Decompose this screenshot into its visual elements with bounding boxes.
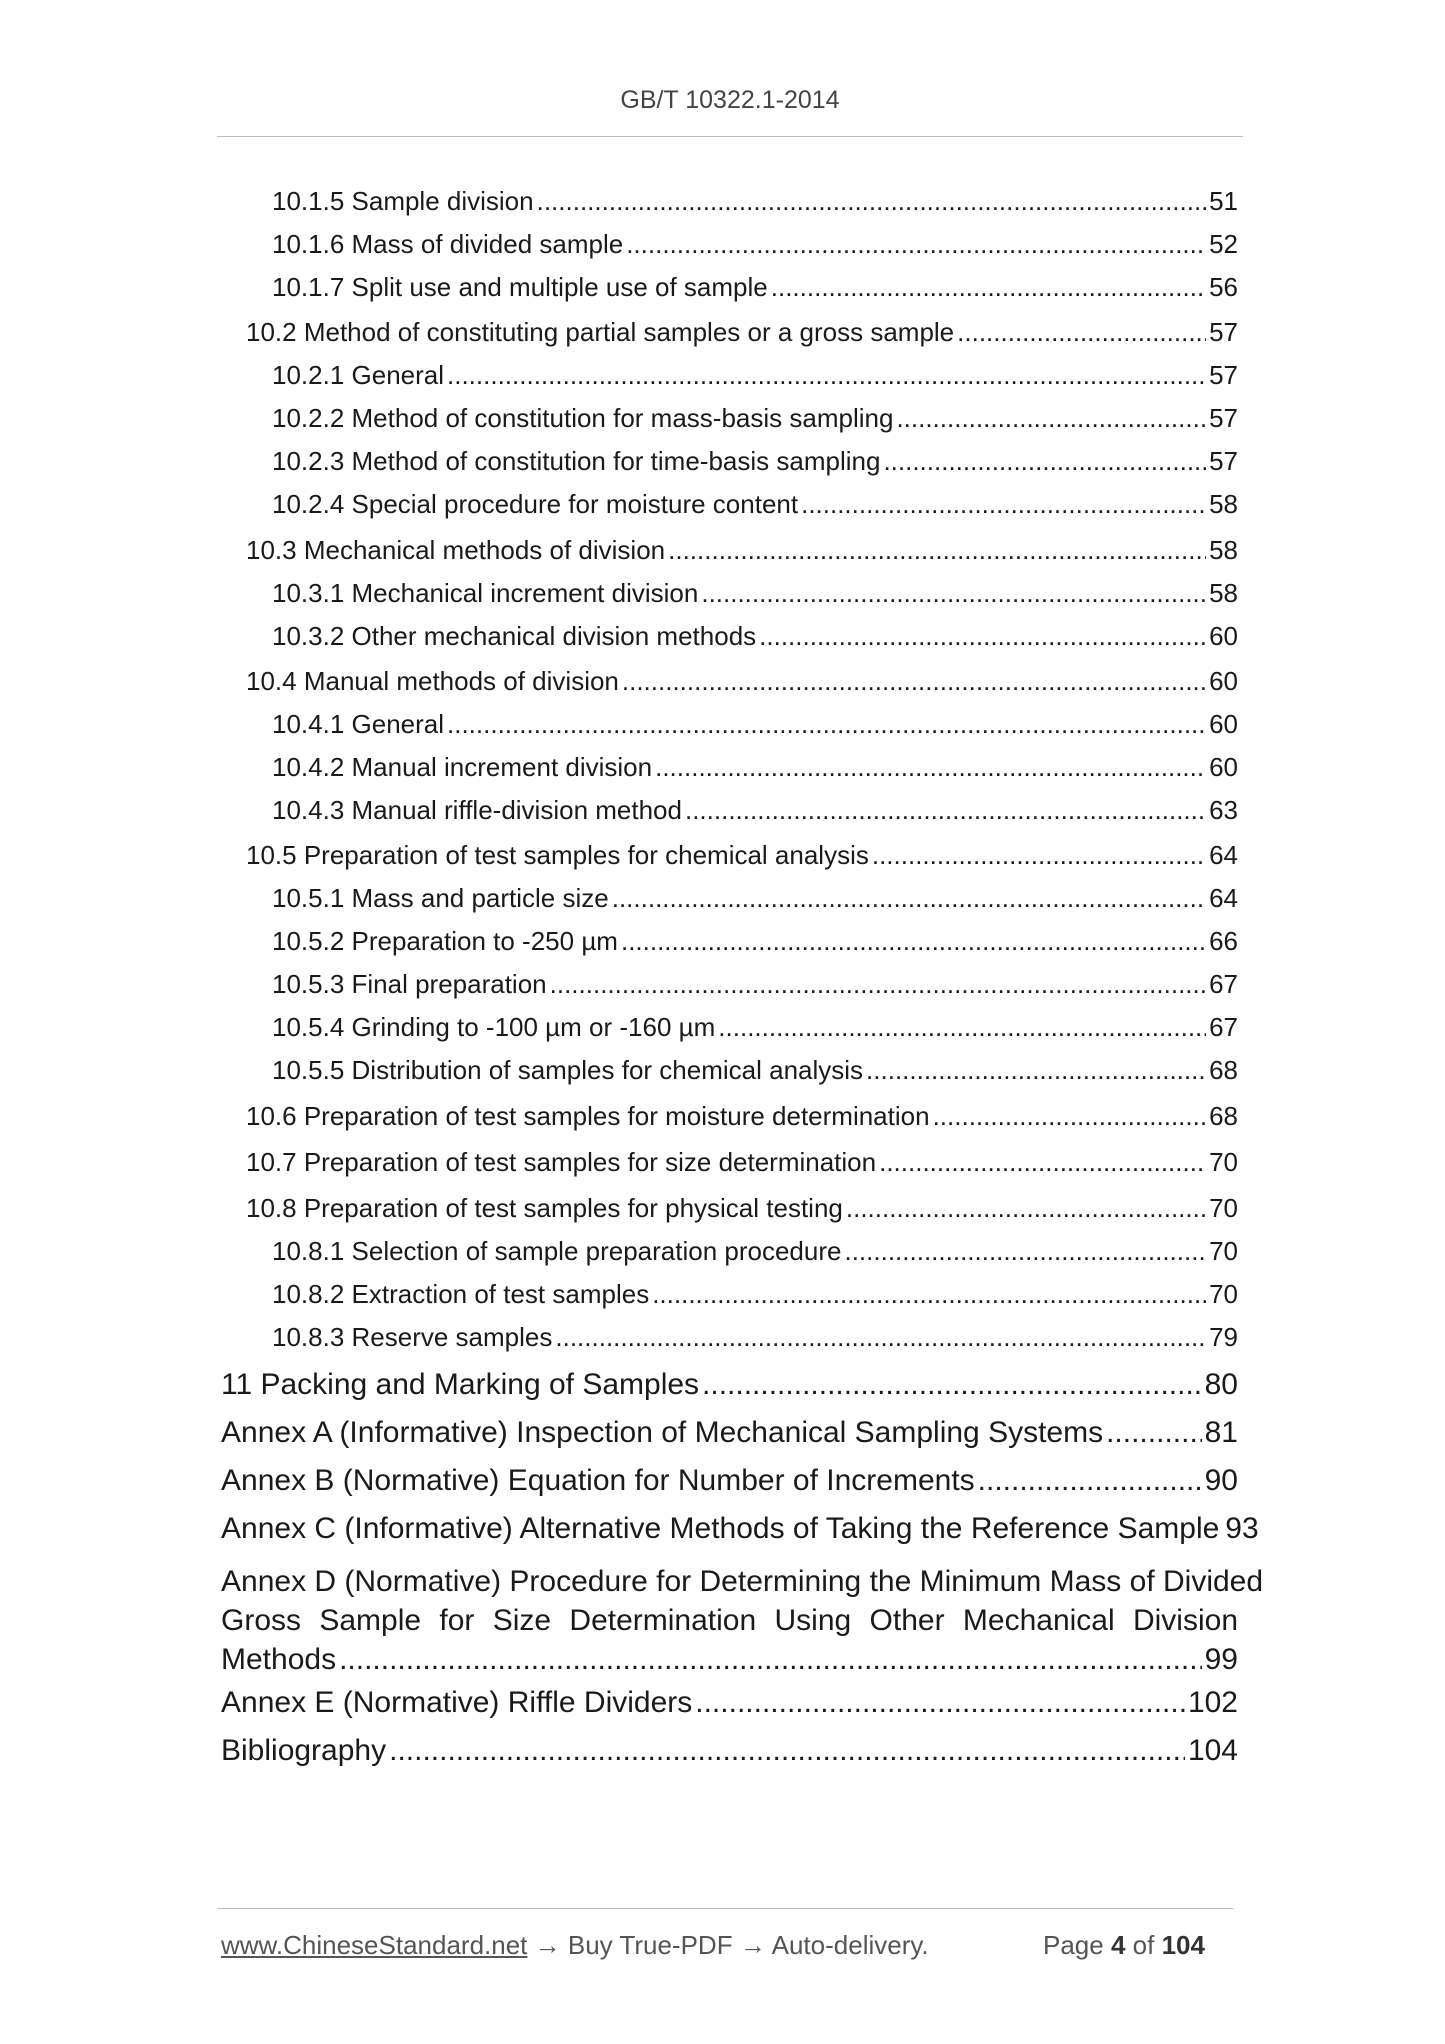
toc-page-number: 68	[1209, 1101, 1238, 1131]
header-divider	[217, 136, 1243, 137]
toc-page-number: 81	[1204, 1416, 1238, 1449]
toc-leader-dots	[652, 1279, 1206, 1310]
toc-annex-entry-multiline[interactable]	[221, 1562, 1264, 1679]
toc-page-number: 67	[1209, 1012, 1238, 1042]
toc-entry-title: 10.5 Preparation of test samples for chemical analysis	[246, 840, 869, 870]
toc-entry-title: 10.5.4 Grinding to -100 µm or -160 µm	[272, 1012, 716, 1042]
toc-entry-title: 10.2 Method of constituting partial samples or a gross sample	[246, 317, 955, 347]
toc-leader-dots	[933, 1101, 1207, 1132]
toc-leader-dots	[668, 535, 1206, 566]
toc-page-number: 52	[1209, 229, 1238, 259]
toc-entry-title: 10.3.2 Other mechanical division methods	[272, 621, 757, 651]
toc-entry[interactable]	[272, 752, 1238, 783]
toc-page-number: 58	[1209, 578, 1238, 608]
toc-leader-dots	[695, 1686, 1185, 1720]
toc-leader-dots	[622, 666, 1206, 697]
toc-page-number: 67	[1209, 969, 1238, 999]
toc-entry-title: 10.4 Manual methods of division	[246, 666, 619, 696]
toc-entry-title: 10.3 Mechanical methods of division	[246, 535, 666, 565]
toc-entry[interactable]	[272, 1279, 1238, 1310]
toc-entry-title: 10.5.1 Mass and particle size	[272, 883, 609, 913]
toc-leader-dots	[846, 1193, 1206, 1224]
toc-leader-dots	[879, 1147, 1206, 1178]
toc-entry-title: Annex E (Normative) Riffle Dividers	[221, 1686, 693, 1719]
toc-leader-dots	[447, 709, 1206, 740]
toc-page-number: 70	[1209, 1236, 1238, 1266]
toc-entry-title: 10.7 Preparation of test samples for size determination	[246, 1147, 877, 1177]
toc-entry[interactable]	[272, 578, 1238, 609]
toc-bibliography-entry[interactable]	[221, 1734, 1238, 1768]
toc-leader-dots	[685, 795, 1206, 826]
toc-entry[interactable]	[272, 186, 1238, 217]
toc-entry[interactable]	[272, 1322, 1238, 1353]
toc-entry-title: 11 Packing and Marking of Samples	[221, 1368, 700, 1401]
toc-entry[interactable]	[272, 926, 1238, 957]
toc-entry-title: 10.6 Preparation of test samples for moisture determination	[246, 1101, 930, 1131]
toc-entry[interactable]	[246, 535, 1238, 566]
toc-entry-title: 10.8 Preparation of test samples for physical testing	[246, 1193, 843, 1223]
toc-entry-title-line-2: Gross Sample for Size Determination Using Other Mechanical Division	[221, 1604, 1238, 1637]
toc-leader-dots	[550, 969, 1206, 1000]
toc-entry-title: 10.2.4 Special procedure for moisture content	[272, 489, 799, 519]
toc-entry[interactable]	[246, 1101, 1238, 1132]
document-header-title: GB/T 10322.1-2014	[620, 86, 840, 114]
toc-entry-last-line	[221, 1640, 1238, 1679]
toc-leader-dots	[701, 578, 1206, 609]
toc-entry[interactable]	[246, 840, 1238, 871]
toc-page-number: 57	[1209, 446, 1238, 476]
toc-entry[interactable]	[272, 621, 1238, 652]
toc-entry-title: 10.5.5 Distribution of samples for chemical analysis	[272, 1055, 864, 1085]
toc-page-number: 63	[1209, 795, 1238, 825]
toc-leader-dots	[872, 840, 1206, 871]
page-label: Page	[1043, 1930, 1104, 1960]
toc-entry-title: 10.4.1 General	[272, 709, 445, 739]
toc-entry-title: 10.1.5 Sample division	[272, 186, 534, 216]
toc-page-number: 70	[1209, 1193, 1238, 1223]
toc-annex-entry[interactable]	[221, 1512, 1259, 1546]
toc-page-number: 102	[1187, 1686, 1238, 1719]
toc-leader-dots	[866, 1055, 1206, 1086]
toc-entry-title: 10.4.3 Manual riffle-division method	[272, 795, 682, 825]
toc-entry-title-line-1: Annex D (Normative) Procedure for Determining the Minimum Mass of Divided	[221, 1565, 1264, 1598]
toc-page-number: 90	[1204, 1464, 1238, 1497]
toc-leader-dots	[702, 1368, 1202, 1402]
toc-entry[interactable]	[272, 489, 1238, 520]
toc-entry-title: Annex A (Informative) Inspection of Mechanical Sampling Systems	[221, 1416, 1104, 1449]
toc-page-number: 80	[1204, 1368, 1238, 1401]
toc-page-number: 68	[1209, 1055, 1238, 1085]
toc-leader-dots	[612, 883, 1206, 914]
toc-page-number: 70	[1209, 1279, 1238, 1309]
toc-leader-dots	[896, 403, 1206, 434]
toc-leader-dots	[626, 229, 1206, 260]
toc-leader-dots	[621, 926, 1206, 957]
site-link[interactable]: www.ChineseStandard.net	[221, 1930, 528, 1960]
toc-entry-title: Annex C (Informative) Alternative Methods of Taking the Reference Sample	[221, 1512, 1220, 1545]
toc-page-number: 60	[1209, 666, 1238, 696]
toc-leader-dots	[537, 186, 1206, 217]
toc-annex-entry[interactable]	[221, 1416, 1238, 1450]
toc-entry-title: 10.2.1 General	[272, 360, 445, 390]
toc-page-number: 99	[1204, 1643, 1238, 1676]
toc-entry[interactable]	[272, 969, 1238, 1000]
toc-entry[interactable]	[272, 1012, 1238, 1043]
toc-entry[interactable]	[246, 317, 1238, 348]
current-page-number: 4	[1110, 1930, 1126, 1960]
toc-entry[interactable]	[272, 360, 1238, 391]
toc-page-number: 60	[1209, 752, 1238, 782]
toc-entry[interactable]	[246, 1193, 1238, 1224]
toc-page-number: 56	[1209, 272, 1238, 302]
buy-pdf-text: Buy True-PDF	[567, 1930, 733, 1960]
toc-entry[interactable]	[272, 883, 1238, 914]
auto-delivery-text: Auto-delivery.	[771, 1930, 929, 1960]
toc-page-number: 60	[1209, 709, 1238, 739]
total-pages-number: 104	[1161, 1930, 1205, 1960]
toc-leader-dots	[339, 1640, 1202, 1679]
toc-page-number: 64	[1209, 883, 1238, 913]
toc-page-number: 60	[1209, 621, 1238, 651]
page-indicator	[1043, 1930, 1205, 1961]
toc-leader-dots	[389, 1734, 1185, 1768]
toc-page-number: 79	[1209, 1322, 1238, 1352]
toc-leader-dots	[447, 360, 1206, 391]
toc-entry-title: 10.2.3 Method of constitution for time-basis sampling	[272, 446, 881, 476]
toc-entry-title: 10.4.2 Manual increment division	[272, 752, 653, 782]
toc-leader-dots	[883, 446, 1206, 477]
toc-leader-dots	[844, 1236, 1206, 1267]
of-label: of	[1132, 1930, 1155, 1960]
toc-page-number: 93	[1225, 1512, 1259, 1545]
toc-entry[interactable]	[272, 403, 1238, 434]
toc-entry-title: 10.3.1 Mechanical increment division	[272, 578, 699, 608]
toc-entry-title: Annex B (Normative) Equation for Number of Increments	[221, 1464, 975, 1497]
toc-entry-title: Bibliography	[221, 1734, 387, 1767]
toc-leader-dots	[771, 272, 1206, 303]
toc-entry[interactable]	[272, 446, 1238, 477]
toc-page-number: 104	[1187, 1734, 1238, 1767]
toc-entry-title: 10.2.2 Method of constitution for mass-basis sampling	[272, 403, 894, 433]
toc-leader-dots	[555, 1322, 1206, 1353]
toc-entry[interactable]	[272, 1236, 1238, 1267]
toc-page-number: 57	[1209, 360, 1238, 390]
toc-entry-title: 10.8.1 Selection of sample preparation procedure	[272, 1236, 842, 1266]
toc-entry-title: 10.5.3 Final preparation	[272, 969, 547, 999]
toc-leader-dots	[1106, 1416, 1202, 1450]
toc-page-number: 58	[1209, 489, 1238, 519]
toc-entry[interactable]	[246, 1147, 1238, 1178]
toc-page-number: 70	[1209, 1147, 1238, 1177]
toc-page-number: 57	[1209, 403, 1238, 433]
toc-leader-dots	[718, 1012, 1206, 1043]
toc-leader-dots	[957, 317, 1206, 348]
footer-divider	[217, 1908, 1233, 1909]
toc-annex-entry[interactable]	[221, 1464, 1238, 1498]
toc-leader-dots	[759, 621, 1206, 652]
toc-entry-title-line-3: Methods	[221, 1643, 337, 1676]
arrow-icon: →	[739, 1930, 766, 1960]
toc-entry-title: 10.5.2 Preparation to -250 µm	[272, 926, 618, 956]
toc-leader-dots	[801, 489, 1206, 520]
toc-page-number: 58	[1209, 535, 1238, 565]
toc-entry-title: 10.8.3 Reserve samples	[272, 1322, 553, 1352]
toc-entry-title: 10.1.7 Split use and multiple use of sample	[272, 272, 768, 302]
toc-leader-dots	[978, 1464, 1202, 1498]
footer-links	[221, 1930, 929, 1961]
toc-entry-title: 10.8.2 Extraction of test samples	[272, 1279, 650, 1309]
toc-entry[interactable]	[272, 1055, 1238, 1086]
toc-entry[interactable]	[272, 709, 1238, 740]
toc-chapter-entry[interactable]	[221, 1368, 1238, 1402]
toc-page-number: 64	[1209, 840, 1238, 870]
toc-entry[interactable]	[272, 795, 1238, 826]
toc-entry[interactable]	[272, 229, 1238, 260]
arrow-icon: →	[534, 1930, 561, 1960]
toc-entry-title: 10.1.6 Mass of divided sample	[272, 229, 624, 259]
toc-page-number: 51	[1209, 186, 1238, 216]
toc-entry[interactable]	[246, 666, 1238, 697]
toc-leader-dots	[655, 752, 1206, 783]
toc-page-number: 66	[1209, 926, 1238, 956]
toc-entry[interactable]	[272, 272, 1238, 303]
toc-page-number: 57	[1209, 317, 1238, 347]
toc-annex-entry[interactable]	[221, 1686, 1238, 1720]
